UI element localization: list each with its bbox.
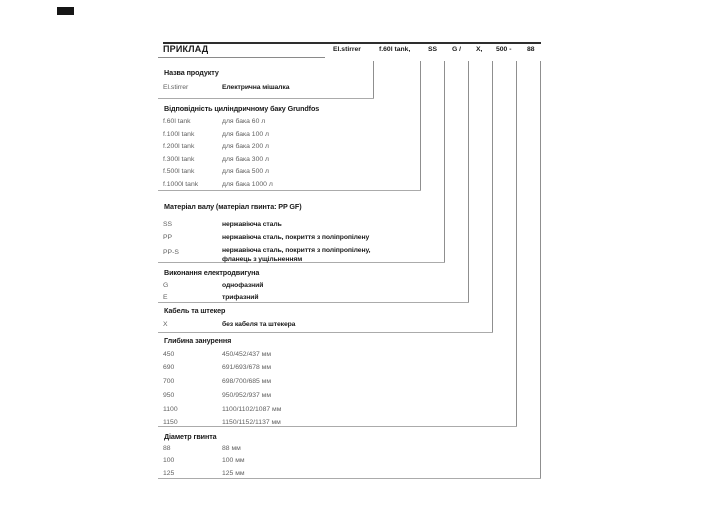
desc-cell: для бака 60 л (222, 118, 266, 125)
code-cell: El.stirrer (163, 84, 189, 91)
code-cell: f.300l tank (163, 155, 195, 163)
code-cell: 690 (163, 364, 175, 371)
desc-cell: без кабеля та штекера (222, 321, 296, 328)
code-cell: 1150 (163, 419, 178, 426)
code-cell: 700 (163, 378, 175, 385)
desc-cell: для бака 500 л (222, 168, 270, 175)
connector-line-material (444, 61, 445, 262)
example-label: ПРИКЛАД (163, 44, 209, 54)
section-divider-cable (158, 332, 493, 333)
section-heading: Назва продукту (164, 68, 219, 77)
section-divider-product (158, 98, 374, 99)
code-cell: 100 (163, 457, 175, 464)
desc-cell: для бака 1000 л (222, 180, 273, 188)
code-cell: f.1000l tank (163, 180, 199, 188)
example-code-product: El.stirrer (333, 46, 361, 53)
section-divider-tank (158, 190, 421, 191)
desc-cell: Електрична мішалка (222, 84, 290, 91)
desc-cell: 125 мм (222, 469, 245, 477)
code-cell: f.200l tank (163, 143, 195, 150)
section-divider-motor (158, 302, 469, 303)
code-cell: 1100 (163, 406, 178, 413)
section-heading: Діаметр гвинта (164, 432, 217, 441)
desc-cell: трифазний (222, 294, 259, 301)
code-cell: 88 (163, 444, 171, 452)
desc-cell: однофазний (222, 282, 264, 289)
code-cell: X (163, 321, 168, 328)
code-cell: f.500l tank (163, 168, 195, 175)
desc-cell: для бака 300 л (222, 155, 270, 163)
desc-cell: 691/693/678 мм (222, 364, 272, 371)
example-code-diameter: 88 (527, 46, 535, 53)
desc-cell: 100 мм (222, 457, 245, 464)
desc-cell: нержавіюча сталь, покриття з поліпропілену, фланець з ущільненням (222, 246, 371, 263)
code-cell: E (163, 294, 168, 301)
connector-line-cable (492, 61, 493, 332)
connector-line-tank (420, 61, 421, 190)
connector-line-product (373, 61, 374, 98)
code-cell: 450 (163, 351, 175, 358)
header-rule (163, 42, 541, 44)
code-cell: 125 (163, 469, 175, 477)
print-mark (57, 7, 74, 15)
example-code-cable: X, (476, 46, 483, 53)
desc-cell: 88 мм (222, 444, 241, 452)
desc-cell: нержавіюча сталь (222, 221, 282, 228)
example-code-tank: f.60l tank, (379, 46, 411, 53)
desc-cell: 450/452/437 мм (222, 351, 272, 358)
section-divider-diameter (158, 478, 541, 479)
code-cell: f.60l tank (163, 118, 191, 125)
code-cell: G (163, 282, 169, 289)
section-divider-depth (158, 426, 517, 427)
example-code-depth: 500 - (496, 46, 512, 53)
desc-cell: для бака 100 л (222, 130, 270, 138)
connector-line-depth (516, 61, 517, 426)
desc-cell: нержавіюча сталь, покриття з поліпропілену (222, 233, 370, 241)
example-code-motor: G / (452, 46, 462, 53)
code-cell: PP-S (163, 248, 179, 256)
desc-cell: 1150/1152/1137 мм (222, 419, 281, 426)
connector-line-diameter (540, 61, 541, 478)
desc-cell: 698/700/685 мм (222, 378, 272, 385)
code-cell: PP (163, 233, 173, 241)
code-cell: SS (163, 221, 173, 228)
section-heading: Глибина занурення (164, 335, 232, 345)
section-heading: Відповідність циліндричному баку Grundfos (164, 103, 320, 113)
example-underline (158, 57, 325, 58)
desc-cell: 1100/1102/1087 мм (222, 406, 282, 413)
code-cell: 950 (163, 392, 175, 399)
section-heading: Виконання електродвигуна (164, 268, 260, 277)
example-code-material: SS (428, 46, 438, 53)
desc-cell: для бака 200 л (222, 143, 270, 150)
connector-line-motor (468, 61, 469, 302)
section-heading: Матеріал валу (матеріал гвинта: PP GF) (164, 201, 302, 211)
section-heading: Кабель та штекер (164, 306, 226, 315)
desc-cell: 950/952/937 мм (222, 392, 272, 399)
code-cell: f.100l tank (163, 130, 195, 138)
